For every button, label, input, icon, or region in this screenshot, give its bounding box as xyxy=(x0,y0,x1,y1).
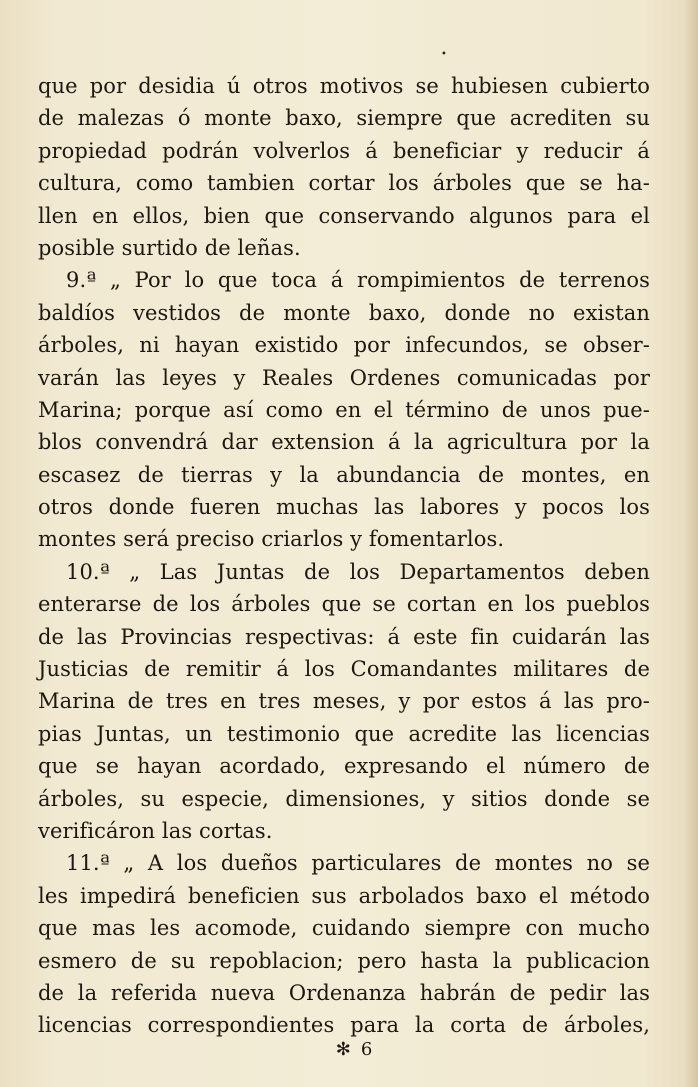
ink-speck: • xyxy=(441,49,447,60)
text-line: baldíos vestidos de monte baxo, donde no existan xyxy=(38,300,650,325)
text-line: licencias correspondientes para la corta de árboles, xyxy=(38,1013,650,1038)
text-line: 9.ª „ Por lo que toca á rompimientos de terrenos xyxy=(66,268,650,293)
text-line: montes será preciso criarlos y fomentarlos. xyxy=(38,527,505,552)
text-line: verificáron las cortas. xyxy=(38,818,273,843)
text-line: les impedirá beneficien sus arbolados baxo el método xyxy=(38,883,650,908)
text-line: enterarse de los árboles que se cortan en los pueblos xyxy=(38,592,650,617)
text-line: cultura, como tambien cortar los árboles que se ha- xyxy=(38,171,650,196)
text-line: llen en ellos, bien que conservando algunos para el xyxy=(38,203,650,228)
page-number: 6 xyxy=(360,1039,373,1060)
text-line: 10.ª „ Las Juntas de los Departamentos deben xyxy=(66,559,650,584)
text-line: 11.ª „ A los dueños particulares de montes no se xyxy=(66,851,650,876)
text-line: de la referida nueva Ordenanza habrán de pedir las xyxy=(38,980,650,1005)
text-line: que se hayan acordado, expresando el número de xyxy=(38,754,650,779)
text-line: blos convendrá dar extension á la agricultura por la xyxy=(38,430,650,455)
text-line: escasez de tierras y la abundancia de montes, en xyxy=(38,462,650,487)
text-line: Marina; porque así como en el término de unos pue- xyxy=(38,397,650,422)
text-line: Marina de tres en tres meses, y por estos á las pro- xyxy=(38,689,650,714)
text-line: Justicias de remitir á los Comandantes militares de xyxy=(38,657,650,682)
body-text xyxy=(38,70,650,1042)
text-line: árboles, su especie, dimensiones, y sitios donde se xyxy=(38,786,650,811)
text-line: de las Provincias respectivas: á este fin cuidarán las xyxy=(38,624,650,649)
text-line: árboles, ni hayan existido por infecundos, se obser- xyxy=(38,333,650,358)
text-line: posible surtido de leñas. xyxy=(38,235,301,260)
text-line: que por desidia ú otros motivos se hubiesen cubierto xyxy=(38,74,650,98)
text-line: de malezas ó monte baxo, siempre que acrediten su xyxy=(38,106,650,131)
text-line: esmero de su repoblacion; pero hasta la publicacion xyxy=(38,948,650,973)
signature-mark: ✻ xyxy=(335,1039,351,1060)
text-line: otros donde fueren muchas las labores y pocos los xyxy=(38,495,650,520)
text-line: varán las leyes y Reales Ordenes comunicadas por xyxy=(38,365,650,390)
page-footer xyxy=(0,1038,698,1062)
text-line: que mas les acomode, cuidando siempre con mucho xyxy=(38,916,650,941)
text-line: pias Juntas, un testimonio que acredite las licencias xyxy=(38,721,650,746)
text-line: propiedad podrán volverlos á beneficiar y reducir á xyxy=(38,138,650,163)
